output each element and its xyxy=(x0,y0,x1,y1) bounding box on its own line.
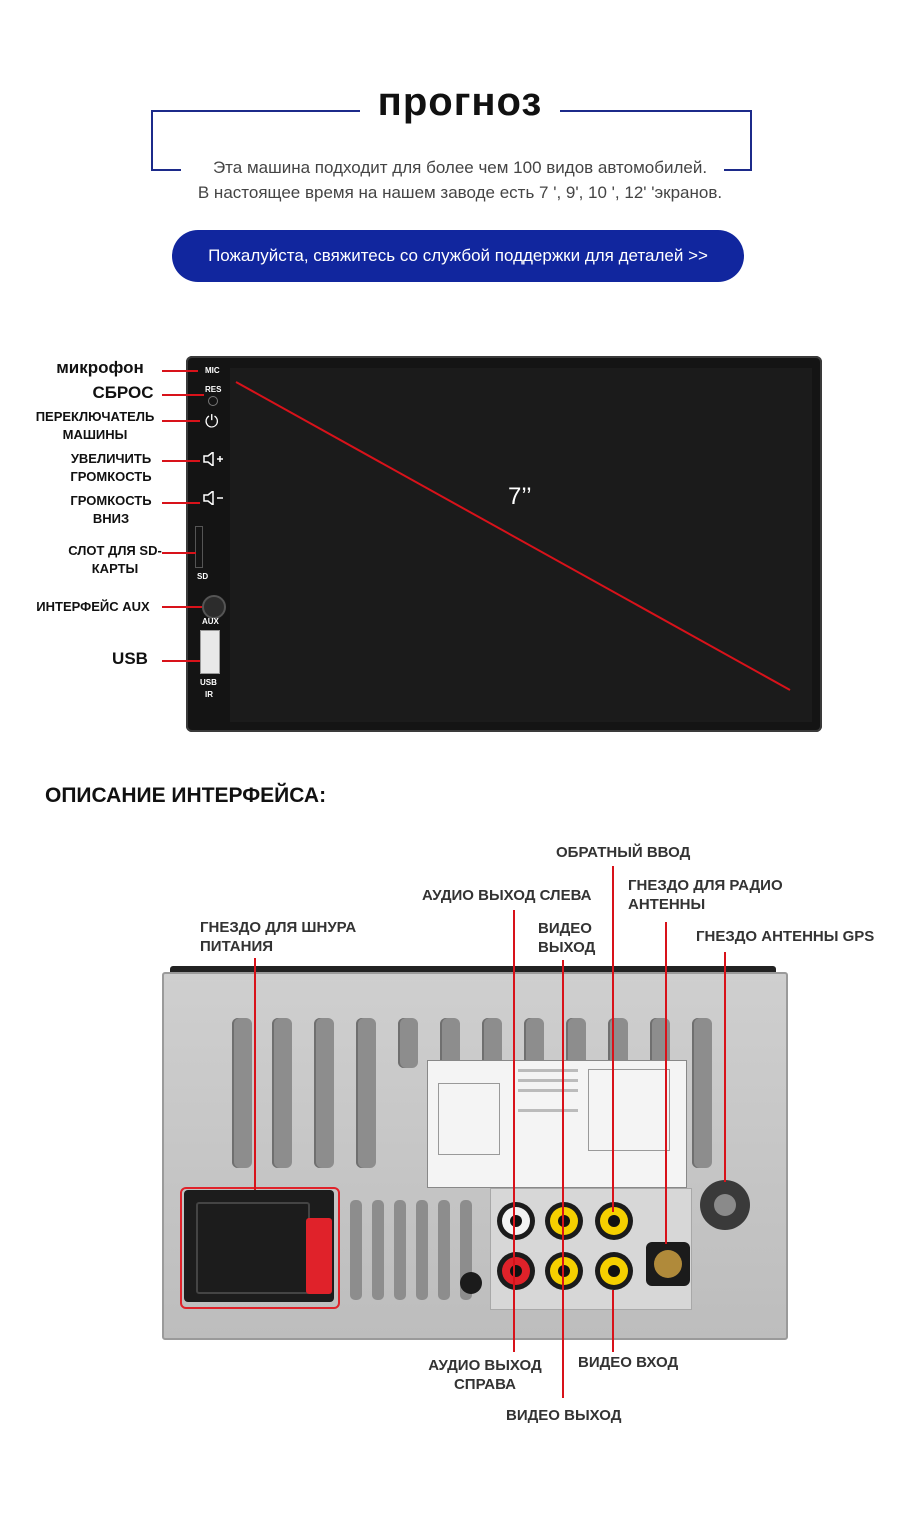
reverse-camera-jack[interactable] xyxy=(595,1202,633,1240)
label-aux: ИНТЕРФЕЙС AUX xyxy=(36,599,150,614)
sticker-diagram xyxy=(438,1083,500,1155)
video-out-2-jack[interactable] xyxy=(545,1252,583,1290)
reset-hole[interactable] xyxy=(208,396,218,406)
vent-slot xyxy=(314,1018,334,1168)
callout-video-out-top: ВИДЕО ВЫХОД xyxy=(538,920,596,956)
lower-vent-slot xyxy=(372,1200,384,1300)
vent-slot xyxy=(272,1018,292,1168)
line-aux xyxy=(162,606,202,608)
label-usb: USB xyxy=(112,649,148,668)
audio-right-jack[interactable] xyxy=(497,1252,535,1290)
sticker-text xyxy=(518,1069,578,1072)
panel-ir-text: IR xyxy=(205,690,213,699)
panel-mic-text: MIC xyxy=(205,366,220,375)
aux-port[interactable] xyxy=(202,595,226,619)
contact-support-button[interactable]: Пожалуйста, свяжитесь со службой поддержки для деталей >> xyxy=(172,230,744,282)
sticker-pinout xyxy=(588,1069,670,1151)
line-usb xyxy=(162,660,200,662)
subtitle-line-2: В настоящее время на нашем заводе есть 7 ', 9', 10 ', 12' 'экранов. xyxy=(0,183,920,203)
line-sd-slot xyxy=(162,552,196,554)
label-volume-up: УВЕЛИЧИТЬ ГРОМКОСТЬ xyxy=(70,451,152,484)
label-power: ПЕРЕКЛЮЧАТЕЛЬ МАШИНЫ xyxy=(35,409,155,442)
line-reset xyxy=(162,394,204,396)
audio-left-jack[interactable] xyxy=(497,1202,535,1240)
line-volume-up xyxy=(162,460,200,462)
lower-vent-slot xyxy=(438,1200,450,1300)
callout-audio-left: АУДИО ВЫХОД СЛЕВА xyxy=(422,887,592,904)
label-volume-down: ГРОМКОСТЬ ВНИЗ xyxy=(70,493,152,526)
lower-vent-slot xyxy=(394,1200,406,1300)
interface-heading: ОПИСАНИЕ ИНТЕРФЕЙСА: xyxy=(45,784,327,807)
panel-aux-text: AUX xyxy=(202,617,219,626)
callout-video-out-bottom: ВИДЕО ВЫХОД xyxy=(506,1407,622,1424)
line-video-in xyxy=(612,1290,614,1352)
panel-usb-text: USB xyxy=(200,678,217,687)
callout-gps-antenna: ГНЕЗДО АНТЕННЫ GPS xyxy=(696,928,875,945)
antenna-jack-core xyxy=(654,1250,682,1278)
line-radio-antenna xyxy=(665,922,667,1244)
lower-vent-slot xyxy=(350,1200,362,1300)
power-icon[interactable]: ⏻ xyxy=(205,412,219,431)
usb-port[interactable] xyxy=(200,630,220,674)
panel-res-text: RES xyxy=(205,385,222,394)
label-sd-slot: СЛОТ ДЛЯ SD-КАРТЫ xyxy=(68,543,162,576)
vent-slot xyxy=(692,1018,712,1168)
gps-antenna-jack[interactable] xyxy=(700,1180,750,1230)
callout-reverse-input: ОБРАТНЫЙ ВВОД xyxy=(556,844,691,861)
ground-hole xyxy=(460,1272,482,1294)
label-reset: СБРОС xyxy=(92,383,154,402)
volume-down-icon[interactable] xyxy=(202,491,224,505)
sticker-text xyxy=(518,1089,578,1092)
line-gps-antenna xyxy=(724,952,726,1182)
line-power xyxy=(162,420,200,422)
line-microphone xyxy=(162,370,198,372)
wiring-sticker xyxy=(427,1060,687,1188)
sticker-text xyxy=(518,1079,578,1082)
gps-jack-core xyxy=(714,1194,736,1216)
sticker-text xyxy=(518,1109,578,1112)
volume-up-icon[interactable] xyxy=(202,452,224,466)
subtitle-line-1: Эта машина подходит для более чем 100 видов автомобилей. xyxy=(0,158,920,178)
callout-video-in: ВИДЕО ВХОД xyxy=(578,1354,679,1371)
panel-sd-text: SD xyxy=(197,572,209,581)
callout-audio-right: АУДИО ВЫХОД СПРАВА xyxy=(428,1357,542,1393)
power-socket-highlight xyxy=(180,1187,340,1309)
screen-size-label: 7’’ xyxy=(508,483,532,510)
line-power-socket xyxy=(254,958,256,1190)
line-volume-down xyxy=(162,502,200,504)
line-audio-left-right xyxy=(513,910,515,1352)
vent-slot xyxy=(232,1018,252,1168)
callout-power-socket: ГНЕЗДО ДЛЯ ШНУРА ПИТАНИЯ xyxy=(200,919,357,955)
screen-diagonal-line xyxy=(236,382,790,690)
video-out-1-jack[interactable] xyxy=(545,1202,583,1240)
line-video-out xyxy=(562,960,564,1398)
callout-radio-antenna: ГНЕЗДО ДЛЯ РАДИО АНТЕННЫ xyxy=(628,877,783,913)
label-microphone: микрофон xyxy=(56,358,144,377)
vent-slot xyxy=(398,1018,418,1068)
radio-antenna-jack[interactable] xyxy=(646,1242,690,1286)
lower-vent-slot xyxy=(416,1200,428,1300)
sd-card-slot[interactable] xyxy=(195,526,203,568)
line-reverse-in xyxy=(612,866,614,1212)
page-title: прогноз xyxy=(0,80,920,125)
video-in-jack[interactable] xyxy=(595,1252,633,1290)
vent-slot xyxy=(356,1018,376,1168)
